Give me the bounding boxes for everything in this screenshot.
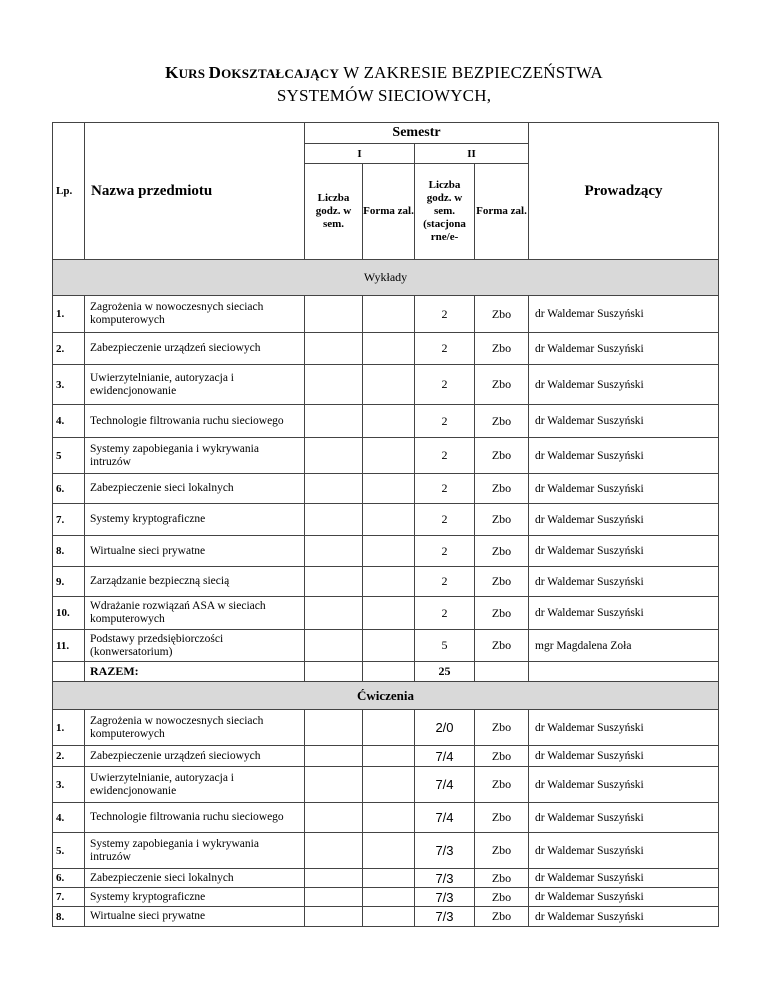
row-empty-cell bbox=[305, 474, 363, 504]
row-subject: Zagrożenia w nowoczesnych sieciach komputerowych bbox=[85, 296, 305, 333]
title-rest: W ZAKRESIE BEZPIECZEŃSTWA bbox=[339, 63, 603, 82]
row-form: Zbo bbox=[475, 630, 529, 662]
total-row bbox=[53, 662, 719, 682]
row-lp: 1. bbox=[53, 710, 85, 746]
row-empty-cell bbox=[305, 803, 363, 833]
row-subject: Wirtualne sieci prywatne bbox=[85, 536, 305, 567]
table-row bbox=[53, 438, 719, 474]
row-lp: 5. bbox=[53, 833, 85, 869]
header-sem-1: I bbox=[305, 144, 415, 164]
row-hours: 2 bbox=[415, 296, 475, 333]
row-form: Zbo bbox=[475, 907, 529, 927]
row-empty-cell bbox=[363, 767, 415, 803]
row-hours: 2 bbox=[415, 365, 475, 405]
row-form: Zbo bbox=[475, 333, 529, 365]
row-subject: Zabezpieczenie sieci lokalnych bbox=[85, 474, 305, 504]
table-row bbox=[53, 405, 719, 438]
row-hours: 7/4 bbox=[415, 746, 475, 767]
row-hours: 2 bbox=[415, 536, 475, 567]
table-row bbox=[53, 630, 719, 662]
row-hours: 2 bbox=[415, 405, 475, 438]
row-teacher: dr Waldemar Suszyński bbox=[529, 888, 719, 907]
row-teacher: dr Waldemar Suszyński bbox=[529, 333, 719, 365]
row-empty-cell bbox=[363, 746, 415, 767]
row-hours: 7/3 bbox=[415, 869, 475, 888]
table-row bbox=[53, 597, 719, 630]
row-teacher: dr Waldemar Suszyński bbox=[529, 746, 719, 767]
row-subject: Zabezpieczenie sieci lokalnych bbox=[85, 869, 305, 888]
row-empty-cell bbox=[305, 333, 363, 365]
row-subject: Systemy zapobiegania i wykrywania intruzów bbox=[85, 438, 305, 474]
row-teacher: dr Waldemar Suszyński bbox=[529, 767, 719, 803]
row-empty-cell bbox=[305, 504, 363, 536]
header-lp: Lp. bbox=[53, 123, 85, 260]
row-subject: Podstawy przedsiębiorczości (konwersatorium) bbox=[85, 630, 305, 662]
row-subject: Zabezpieczenie urządzeń sieciowych bbox=[85, 333, 305, 365]
row-form: Zbo bbox=[475, 767, 529, 803]
total-label: RAZEM: bbox=[85, 662, 305, 682]
header-liczba-2: Liczba godz. w sem. (stacjona rne/e- bbox=[415, 164, 475, 260]
row-hours: 7/4 bbox=[415, 803, 475, 833]
table-row bbox=[53, 833, 719, 869]
row-teacher: dr Waldemar Suszyński bbox=[529, 536, 719, 567]
row-empty-cell bbox=[363, 474, 415, 504]
row-teacher: dr Waldemar Suszyński bbox=[529, 365, 719, 405]
row-empty-cell bbox=[363, 833, 415, 869]
row-form: Zbo bbox=[475, 296, 529, 333]
row-subject: Systemy zapobiegania i wykrywania intruzów bbox=[85, 833, 305, 869]
row-form: Zbo bbox=[475, 365, 529, 405]
row-empty-cell bbox=[363, 567, 415, 597]
row-empty-cell bbox=[363, 536, 415, 567]
row-empty-cell bbox=[305, 597, 363, 630]
row-teacher: dr Waldemar Suszyński bbox=[529, 567, 719, 597]
header-prowadzacy: Prowadzący bbox=[529, 123, 719, 260]
row-lp: 6. bbox=[53, 474, 85, 504]
table-row bbox=[53, 536, 719, 567]
header-forma-1: Forma zal. bbox=[363, 164, 415, 260]
row-hours: 2 bbox=[415, 438, 475, 474]
row-teacher: dr Waldemar Suszyński bbox=[529, 296, 719, 333]
row-lp: 11. bbox=[53, 630, 85, 662]
document-title bbox=[0, 62, 768, 107]
header-name: Nazwa przedmiotu bbox=[85, 123, 305, 260]
row-lp: 9. bbox=[53, 567, 85, 597]
header-sem-2: II bbox=[415, 144, 529, 164]
table-row bbox=[53, 710, 719, 746]
row-empty-cell bbox=[363, 869, 415, 888]
row-hours: 2 bbox=[415, 567, 475, 597]
row-empty-cell bbox=[475, 662, 529, 682]
row-hours: 2 bbox=[415, 597, 475, 630]
row-lp: 4. bbox=[53, 405, 85, 438]
row-subject: Technologie filtrowania ruchu sieciowego bbox=[85, 803, 305, 833]
row-empty-cell bbox=[305, 710, 363, 746]
section-wyklady: Wykłady bbox=[53, 260, 719, 296]
row-empty-cell bbox=[305, 438, 363, 474]
row-empty-cell bbox=[53, 662, 85, 682]
row-form: Zbo bbox=[475, 536, 529, 567]
row-lp: 3. bbox=[53, 365, 85, 405]
row-teacher: dr Waldemar Suszyński bbox=[529, 438, 719, 474]
row-subject: Zarządzanie bezpieczną siecią bbox=[85, 567, 305, 597]
table-row bbox=[53, 803, 719, 833]
row-empty-cell bbox=[305, 907, 363, 927]
row-lp: 1. bbox=[53, 296, 85, 333]
row-form: Zbo bbox=[475, 888, 529, 907]
row-subject: Zabezpieczenie urządzeń sieciowych bbox=[85, 746, 305, 767]
title-urs: URS bbox=[178, 66, 209, 81]
row-form: Zbo bbox=[475, 504, 529, 536]
table-row bbox=[53, 504, 719, 536]
course-table bbox=[52, 122, 719, 927]
row-form: Zbo bbox=[475, 567, 529, 597]
table-row bbox=[53, 907, 719, 927]
title-okszt: OKSZTAŁCAJĄCY bbox=[221, 66, 340, 81]
row-hours: 7/3 bbox=[415, 888, 475, 907]
row-empty-cell bbox=[305, 767, 363, 803]
row-empty-cell bbox=[363, 405, 415, 438]
row-empty-cell bbox=[305, 833, 363, 869]
row-lp: 5 bbox=[53, 438, 85, 474]
title-line-1 bbox=[0, 62, 768, 85]
row-empty-cell bbox=[363, 907, 415, 927]
table-row bbox=[53, 296, 719, 333]
row-subject: Zagrożenia w nowoczesnych sieciach komputerowych bbox=[85, 710, 305, 746]
row-subject: Uwierzytelnianie, autoryzacja i ewidencjonowanie bbox=[85, 365, 305, 405]
row-teacher: dr Waldemar Suszyński bbox=[529, 405, 719, 438]
row-empty-cell bbox=[529, 662, 719, 682]
row-hours: 2 bbox=[415, 333, 475, 365]
row-hours: 2 bbox=[415, 504, 475, 536]
row-teacher: dr Waldemar Suszyński bbox=[529, 803, 719, 833]
table-row bbox=[53, 333, 719, 365]
row-form: Zbo bbox=[475, 405, 529, 438]
row-lp: 3. bbox=[53, 767, 85, 803]
row-form: Zbo bbox=[475, 438, 529, 474]
row-empty-cell bbox=[305, 365, 363, 405]
row-hours: 7/4 bbox=[415, 767, 475, 803]
row-lp: 10. bbox=[53, 597, 85, 630]
title-line-2: SYSTEMÓW SIECIOWYCH, bbox=[276, 86, 492, 105]
row-lp: 7. bbox=[53, 504, 85, 536]
row-teacher: dr Waldemar Suszyński bbox=[529, 474, 719, 504]
table-row bbox=[53, 869, 719, 888]
row-form: Zbo bbox=[475, 803, 529, 833]
table-row bbox=[53, 365, 719, 405]
row-teacher: dr Waldemar Suszyński bbox=[529, 597, 719, 630]
row-teacher: dr Waldemar Suszyński bbox=[529, 833, 719, 869]
row-subject: Uwierzytelnianie, autoryzacja i ewidencjonowanie bbox=[85, 767, 305, 803]
row-lp: 8. bbox=[53, 536, 85, 567]
row-subject: Wdrażanie rozwiązań ASA w sieciach komputerowych bbox=[85, 597, 305, 630]
row-lp: 2. bbox=[53, 333, 85, 365]
table-row bbox=[53, 567, 719, 597]
table-row bbox=[53, 888, 719, 907]
row-subject: Systemy kryptograficzne bbox=[85, 888, 305, 907]
row-lp: 4. bbox=[53, 803, 85, 833]
title-k: K bbox=[165, 63, 179, 82]
row-teacher: dr Waldemar Suszyński bbox=[529, 710, 719, 746]
row-empty-cell bbox=[363, 438, 415, 474]
table-row bbox=[53, 767, 719, 803]
row-empty-cell bbox=[305, 405, 363, 438]
header-forma-2: Forma zal. bbox=[475, 164, 529, 260]
row-empty-cell bbox=[363, 630, 415, 662]
row-empty-cell bbox=[305, 746, 363, 767]
row-empty-cell bbox=[363, 710, 415, 746]
row-form: Zbo bbox=[475, 474, 529, 504]
row-lp: 7. bbox=[53, 888, 85, 907]
row-empty-cell bbox=[363, 365, 415, 405]
row-empty-cell bbox=[305, 536, 363, 567]
row-form: Zbo bbox=[475, 597, 529, 630]
row-empty-cell bbox=[363, 888, 415, 907]
row-form: Zbo bbox=[475, 869, 529, 888]
row-teacher: dr Waldemar Suszyński bbox=[529, 907, 719, 927]
row-hours: 7/3 bbox=[415, 833, 475, 869]
row-teacher: dr Waldemar Suszyński bbox=[529, 869, 719, 888]
row-form: Zbo bbox=[475, 746, 529, 767]
row-empty-cell bbox=[305, 662, 363, 682]
row-hours: 5 bbox=[415, 630, 475, 662]
row-subject: Technologie filtrowania ruchu sieciowego bbox=[85, 405, 305, 438]
row-form: Zbo bbox=[475, 833, 529, 869]
section-cwiczenia: Ćwiczenia bbox=[53, 682, 719, 710]
row-empty-cell bbox=[363, 296, 415, 333]
row-subject: Systemy kryptograficzne bbox=[85, 504, 305, 536]
row-empty-cell bbox=[363, 597, 415, 630]
row-empty-cell bbox=[363, 662, 415, 682]
total-value: 25 bbox=[415, 662, 475, 682]
row-hours: 7/3 bbox=[415, 907, 475, 927]
header-semestr: Semestr bbox=[305, 123, 529, 144]
row-lp: 6. bbox=[53, 869, 85, 888]
row-hours: 2 bbox=[415, 474, 475, 504]
row-form: Zbo bbox=[475, 710, 529, 746]
row-hours: 2/0 bbox=[415, 710, 475, 746]
row-empty-cell bbox=[363, 803, 415, 833]
header-liczba-1: Liczba godz. w sem. bbox=[305, 164, 363, 260]
title-d: D bbox=[208, 63, 222, 82]
row-teacher: dr Waldemar Suszyński bbox=[529, 504, 719, 536]
row-empty-cell bbox=[305, 869, 363, 888]
table-row bbox=[53, 474, 719, 504]
row-subject: Wirtualne sieci prywatne bbox=[85, 907, 305, 927]
table-row bbox=[53, 746, 719, 767]
row-lp: 2. bbox=[53, 746, 85, 767]
row-empty-cell bbox=[305, 630, 363, 662]
row-empty-cell bbox=[363, 504, 415, 536]
row-teacher: mgr Magdalena Zoła bbox=[529, 630, 719, 662]
row-empty-cell bbox=[363, 333, 415, 365]
row-empty-cell bbox=[305, 567, 363, 597]
row-empty-cell bbox=[305, 888, 363, 907]
row-lp: 8. bbox=[53, 907, 85, 927]
row-empty-cell bbox=[305, 296, 363, 333]
